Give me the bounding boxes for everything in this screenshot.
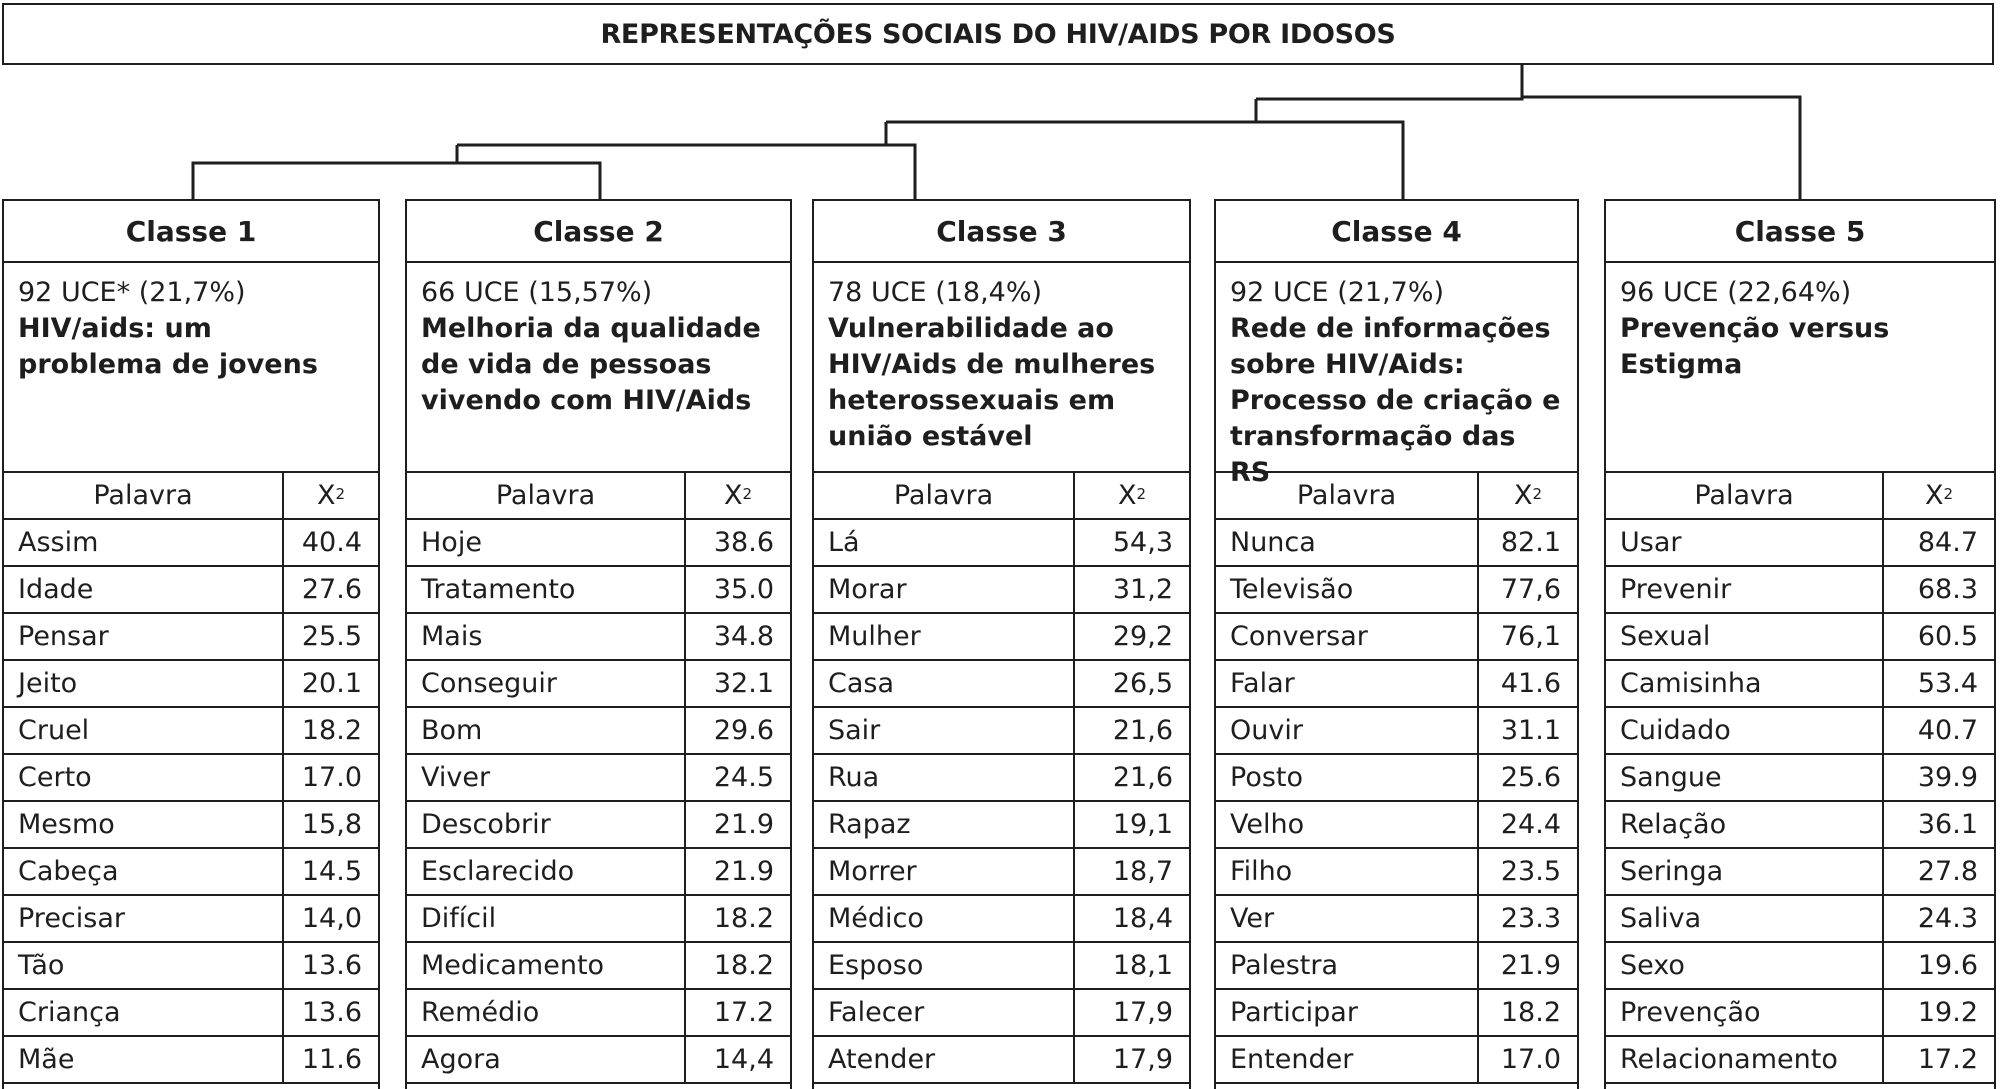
- class-5-title: Classe 5: [1606, 201, 1994, 263]
- word-cell: Certo: [4, 755, 284, 800]
- table-row: [4, 614, 378, 661]
- column-header-word: Palavra: [4, 473, 284, 518]
- word-cell: Participar: [1216, 990, 1479, 1035]
- table-row: [814, 990, 1189, 1037]
- chi2-cell: 60.5: [1917, 621, 1978, 652]
- class-3-column: [812, 199, 1191, 1089]
- word-cell: Viver: [407, 755, 686, 800]
- chi-superscript: 2: [742, 484, 753, 503]
- class-1-title: Classe 1: [4, 201, 378, 263]
- class-5-description: [1606, 263, 1994, 473]
- chi2-cell: 18,1: [1112, 950, 1173, 981]
- chi2-cell: 26,5: [1112, 668, 1173, 699]
- chi-label: X: [723, 480, 743, 511]
- table-row: [4, 1037, 378, 1084]
- table-header-row: [814, 473, 1189, 520]
- table-header-row: [1606, 473, 1994, 520]
- chi2-cell: 82.1: [1500, 527, 1561, 558]
- diagram-title: REPRESENTAÇÕES SOCIAIS DO HIV/AIDS POR IDOSOS: [2, 3, 1994, 65]
- chi2-cell: 17.0: [301, 762, 362, 793]
- chi2-cell: 14,0: [301, 903, 362, 934]
- chi-label: X: [316, 480, 336, 511]
- word-cell: Palestra: [1216, 943, 1479, 988]
- class-2-column: [405, 199, 792, 1089]
- table-row: [407, 520, 790, 567]
- word-cell: Esclarecido: [407, 849, 686, 894]
- table-row: [4, 990, 378, 1037]
- table-header-row: [4, 473, 378, 520]
- column-header-word: Palavra: [1606, 473, 1884, 518]
- word-cell: Mãe: [4, 1037, 284, 1082]
- table-row: [814, 896, 1189, 943]
- chi2-cell: 38.6: [713, 527, 774, 558]
- chi2-cell: 24.3: [1917, 903, 1978, 934]
- word-cell: Mais: [407, 614, 686, 659]
- class-3-description: [814, 263, 1189, 473]
- word-cell: Médico: [814, 896, 1075, 941]
- word-cell: Relação: [1606, 802, 1884, 847]
- class-4-title: Classe 4: [1216, 201, 1577, 263]
- chi2-cell: 84.7: [1917, 527, 1978, 558]
- chi2-cell: 24.5: [713, 762, 774, 793]
- class-2-title: Classe 2: [407, 201, 790, 263]
- word-cell: Esposo: [814, 943, 1075, 988]
- table-row: [4, 567, 378, 614]
- chi2-cell: 32.1: [713, 668, 774, 699]
- word-cell: Falecer: [814, 990, 1075, 1035]
- chi2-cell: 40.7: [1917, 715, 1978, 746]
- chi2-cell: 77,6: [1500, 574, 1561, 605]
- class-1-description: [4, 263, 378, 473]
- word-cell: Atender: [814, 1037, 1075, 1082]
- table-row: [814, 614, 1189, 661]
- word-cell: Tratamento: [407, 567, 686, 612]
- connector-class-1-2: [193, 145, 600, 199]
- chi2-cell: 14.5: [301, 856, 362, 887]
- chi2-cell: 21.9: [1500, 950, 1561, 981]
- word-cell: Mesmo: [4, 802, 284, 847]
- word-cell: Camisinha: [1606, 661, 1884, 706]
- table-row: [1606, 614, 1994, 661]
- chi-label: X: [1924, 480, 1944, 511]
- word-cell: Rua: [814, 755, 1075, 800]
- class-5-uce: 96 UCE (22,64%): [1620, 277, 1852, 308]
- table-row: [1216, 943, 1577, 990]
- table-row: [814, 802, 1189, 849]
- class-2-uce: 66 UCE (15,57%): [421, 277, 653, 308]
- word-cell: Mulher: [814, 614, 1075, 659]
- table-row: [4, 896, 378, 943]
- table-row: [814, 520, 1189, 567]
- word-cell: Pensar: [4, 614, 284, 659]
- class-5-column: [1604, 199, 1996, 1089]
- chi2-cell: 19.2: [1917, 997, 1978, 1028]
- chi2-cell: 23.3: [1500, 903, 1561, 934]
- chi2-cell: 17.2: [1917, 1044, 1978, 1075]
- chi2-cell: 54,3: [1112, 527, 1173, 558]
- word-cell: Assim: [4, 520, 284, 565]
- table-row: [4, 802, 378, 849]
- word-cell: Medicamento: [407, 943, 686, 988]
- column-header-chi2: [1479, 473, 1577, 518]
- chi-superscript: 2: [1532, 484, 1543, 503]
- word-cell: Criança: [4, 990, 284, 1035]
- table-row: [814, 1037, 1189, 1084]
- dendrogram-connectors: [0, 0, 2000, 210]
- chi2-cell: 21.9: [713, 856, 774, 887]
- word-cell: Morar: [814, 567, 1075, 612]
- table-row: [1606, 802, 1994, 849]
- chi2-cell: 25.5: [301, 621, 362, 652]
- connector-root-split: [886, 99, 1403, 199]
- word-cell: Filho: [1216, 849, 1479, 894]
- word-cell: Descobrir: [407, 802, 686, 847]
- chi2-cell: 35.0: [713, 574, 774, 605]
- table-row: [1216, 567, 1577, 614]
- class-4-column: [1214, 199, 1579, 1089]
- word-cell: Usar: [1606, 520, 1884, 565]
- chi2-cell: 17.2: [713, 997, 774, 1028]
- word-cell: Posto: [1216, 755, 1479, 800]
- word-cell: Agora: [407, 1037, 686, 1082]
- column-header-word: Palavra: [407, 473, 686, 518]
- chi2-cell: 18.2: [301, 715, 362, 746]
- class-1-column: [2, 199, 380, 1089]
- chi2-cell: 24.4: [1500, 809, 1561, 840]
- chi2-cell: 76,1: [1500, 621, 1561, 652]
- chi2-cell: 41.6: [1500, 668, 1561, 699]
- chi2-cell: 19,1: [1112, 809, 1173, 840]
- table-header-row: [1216, 473, 1577, 520]
- chi2-cell: 29,2: [1112, 621, 1173, 652]
- connector-root: [1256, 65, 1800, 199]
- word-cell: Relacionamento: [1606, 1037, 1884, 1082]
- table-row: [1606, 849, 1994, 896]
- table-row: [407, 943, 790, 990]
- word-cell: Saliva: [1606, 896, 1884, 941]
- chi2-cell: 13.6: [301, 950, 362, 981]
- table-row: [814, 661, 1189, 708]
- word-cell: Remédio: [407, 990, 686, 1035]
- table-row: [407, 1037, 790, 1084]
- word-cell: Tão: [4, 943, 284, 988]
- class-1-theme: HIV/aids: um problema de jovens: [18, 313, 318, 380]
- table-header-row: [407, 473, 790, 520]
- chi2-cell: 20.1: [301, 668, 362, 699]
- word-cell: Rapaz: [814, 802, 1075, 847]
- chi-superscript: 2: [1943, 484, 1954, 503]
- word-cell: Sangue: [1606, 755, 1884, 800]
- chi-superscript: 2: [1136, 484, 1147, 503]
- word-cell: Prevenção: [1606, 990, 1884, 1035]
- class-4-theme: Rede de informações sobre HIV/Aids: Processo de criação e transformação das RS: [1230, 313, 1561, 488]
- chi2-cell: 18,4: [1112, 903, 1173, 934]
- table-row: [1216, 520, 1577, 567]
- chi2-cell: 36.1: [1917, 809, 1978, 840]
- table-row: [407, 614, 790, 661]
- chi-superscript: 2: [335, 484, 346, 503]
- word-cell: Sexual: [1606, 614, 1884, 659]
- table-row: [407, 849, 790, 896]
- chi2-cell: 31,2: [1112, 574, 1173, 605]
- chi2-cell: 13.6: [301, 997, 362, 1028]
- chi-label: X: [1513, 480, 1533, 511]
- chi2-cell: 31.1: [1500, 715, 1561, 746]
- table-row: [4, 755, 378, 802]
- chi2-cell: 19.6: [1917, 950, 1978, 981]
- chi2-cell: 27.8: [1917, 856, 1978, 887]
- table-row: [814, 708, 1189, 755]
- class-3-theme: Vulnerabilidade ao HIV/Aids de mulheres heterossexuais em união estável: [828, 313, 1156, 452]
- table-row: [1606, 896, 1994, 943]
- table-row: [407, 708, 790, 755]
- word-cell: Conseguir: [407, 661, 686, 706]
- class-4-uce: 92 UCE (21,7%): [1230, 277, 1445, 308]
- word-cell: Cuidado: [1606, 708, 1884, 753]
- chi2-cell: 17.0: [1500, 1044, 1561, 1075]
- table-row: [1216, 1037, 1577, 1084]
- column-header-chi2: [1884, 473, 1994, 518]
- word-cell: Bom: [407, 708, 686, 753]
- class-3-uce: 78 UCE (18,4%): [828, 277, 1043, 308]
- table-row: [1606, 708, 1994, 755]
- table-row: [407, 802, 790, 849]
- table-row: [4, 849, 378, 896]
- class-3-title: Classe 3: [814, 201, 1189, 263]
- word-cell: Televisão: [1216, 567, 1479, 612]
- word-cell: Morrer: [814, 849, 1075, 894]
- table-row: [407, 661, 790, 708]
- table-row: [1606, 661, 1994, 708]
- chi2-cell: 17,9: [1112, 1044, 1173, 1075]
- table-row: [1606, 520, 1994, 567]
- word-cell: Jeito: [4, 661, 284, 706]
- chi2-cell: 23.5: [1500, 856, 1561, 887]
- word-cell: Seringa: [1606, 849, 1884, 894]
- table-row: [814, 755, 1189, 802]
- table-row: [407, 755, 790, 802]
- chi2-cell: 39.9: [1917, 762, 1978, 793]
- chi2-cell: 21,6: [1112, 762, 1173, 793]
- table-row: [1216, 755, 1577, 802]
- chi2-cell: 18,7: [1112, 856, 1173, 887]
- word-cell: Precisar: [4, 896, 284, 941]
- chi2-cell: 11.6: [301, 1044, 362, 1075]
- table-row: [1216, 708, 1577, 755]
- table-row: [1606, 755, 1994, 802]
- table-row: [1606, 1037, 1994, 1084]
- word-cell: Idade: [4, 567, 284, 612]
- table-row: [1216, 661, 1577, 708]
- table-row: [1606, 943, 1994, 990]
- table-row: [1216, 896, 1577, 943]
- table-row: [4, 943, 378, 990]
- chi2-cell: 14,4: [713, 1044, 774, 1075]
- table-row: [4, 708, 378, 755]
- chi2-cell: 21,6: [1112, 715, 1173, 746]
- table-row: [814, 849, 1189, 896]
- class-2-theme: Melhoria da qualidade de vida de pessoas vivendo com HIV/Aids: [421, 313, 761, 416]
- chi-label: X: [1117, 480, 1137, 511]
- column-header-word: Palavra: [1216, 473, 1479, 518]
- column-header-chi2: [686, 473, 790, 518]
- column-header-chi2: [284, 473, 378, 518]
- column-header-word: Palavra: [814, 473, 1075, 518]
- table-row: [407, 990, 790, 1037]
- class-2-description: [407, 263, 790, 473]
- word-cell: Entender: [1216, 1037, 1479, 1082]
- word-cell: Cruel: [4, 708, 284, 753]
- table-row: [4, 520, 378, 567]
- chi2-cell: 27.6: [301, 574, 362, 605]
- class-1-uce: 92 UCE* (21,7%): [18, 277, 246, 308]
- chi2-cell: 18.2: [713, 903, 774, 934]
- word-cell: Velho: [1216, 802, 1479, 847]
- table-row: [407, 567, 790, 614]
- table-row: [1216, 849, 1577, 896]
- table-row: [407, 896, 790, 943]
- word-cell: Sexo: [1606, 943, 1884, 988]
- table-row: [814, 943, 1189, 990]
- word-cell: Lá: [814, 520, 1075, 565]
- table-row: [4, 661, 378, 708]
- table-row: [1606, 567, 1994, 614]
- word-cell: Falar: [1216, 661, 1479, 706]
- chi2-cell: 34.8: [713, 621, 774, 652]
- table-row: [1216, 990, 1577, 1037]
- word-cell: Sair: [814, 708, 1075, 753]
- word-cell: Casa: [814, 661, 1075, 706]
- chi2-cell: 53.4: [1917, 668, 1978, 699]
- chi2-cell: 15,8: [301, 809, 362, 840]
- chi2-cell: 40.4: [301, 527, 362, 558]
- table-row: [1216, 614, 1577, 661]
- chi2-cell: 18.2: [1500, 997, 1561, 1028]
- word-cell: Difícil: [407, 896, 686, 941]
- class-5-theme: Prevenção versus Estigma: [1620, 313, 1890, 380]
- connector-left-branch: [457, 122, 915, 199]
- word-cell: Prevenir: [1606, 567, 1884, 612]
- word-cell: Ouvir: [1216, 708, 1479, 753]
- word-cell: Nunca: [1216, 520, 1479, 565]
- chi2-cell: 18.2: [713, 950, 774, 981]
- word-cell: Hoje: [407, 520, 686, 565]
- table-row: [814, 567, 1189, 614]
- chi2-cell: 21.9: [713, 809, 774, 840]
- table-row: [1216, 802, 1577, 849]
- word-cell: Conversar: [1216, 614, 1479, 659]
- chi2-cell: 29.6: [713, 715, 774, 746]
- chi2-cell: 25.6: [1500, 762, 1561, 793]
- chi2-cell: 68.3: [1917, 574, 1978, 605]
- class-4-description: [1216, 263, 1577, 488]
- word-cell: Cabeça: [4, 849, 284, 894]
- table-row: [1606, 990, 1994, 1037]
- chi2-cell: 17,9: [1112, 997, 1173, 1028]
- column-header-chi2: [1075, 473, 1189, 518]
- word-cell: Ver: [1216, 896, 1479, 941]
